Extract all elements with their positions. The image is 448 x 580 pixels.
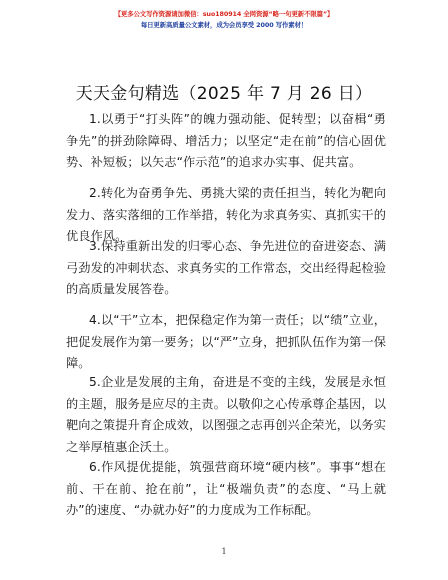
paragraph-2: 2.转化为奋勇争先、勇挑大梁的责任担当，转化为靶向发力、落实落细的工作举措，转化为求真务实、真抓实干的优良作风。	[66, 186, 386, 244]
page-number: 1	[221, 547, 227, 556]
paragraph-5: 5.企业是发展的主角，奋进是不变的主线，发展是永恒的主题，服务是应尽的主责。以敬仰之心传承尊企基因，以靶向之策提升育企成效，以图强之志再创兴企荣光，以务实之举厚植惠企沃土。	[66, 375, 386, 454]
paragraph-6: 6.作风提优提能，筑强营商环境“硬内核”。事事“想在前、干在前、抢在前”，让“极端负责”的态度、“马上就办”的速度、“办就办好”的力度成为工作标配。	[66, 460, 386, 518]
paragraph-3: 3.保持重新出发的归零心态、争先进位的奋进姿态、满弓劲发的冲刺状态、求真务实的工作常态，交出经得起检验的高质量发展答卷。	[66, 239, 386, 297]
paragraph-4: 4.以“干”立本，把保稳定作为第一责任；以“绩”立业，把促发展作为第一要务；以“严”立身，把抓队伍作为第一保障。	[66, 313, 387, 371]
promo-banner-line-2: 每日更新高质量公文素材，成为会员享受 2000 写作素材！	[140, 21, 308, 29]
paragraph-1: 1.以勇于“打头阵”的魄力强动能、促转型；以奋楫“勇争先”的拼劲除障碍、增活力；以坚定“走在前”的信心固优势、补短板；以矢志“作示范”的追求办实事、促共富。	[66, 112, 386, 170]
document-title: 天天金句精选（2025 年 7 月 26 日）	[75, 84, 373, 104]
promo-banner-line-1: 【更多公文写作资源请加微信：suo180914 全网资源“略一句更新不限篇”】	[114, 10, 334, 18]
